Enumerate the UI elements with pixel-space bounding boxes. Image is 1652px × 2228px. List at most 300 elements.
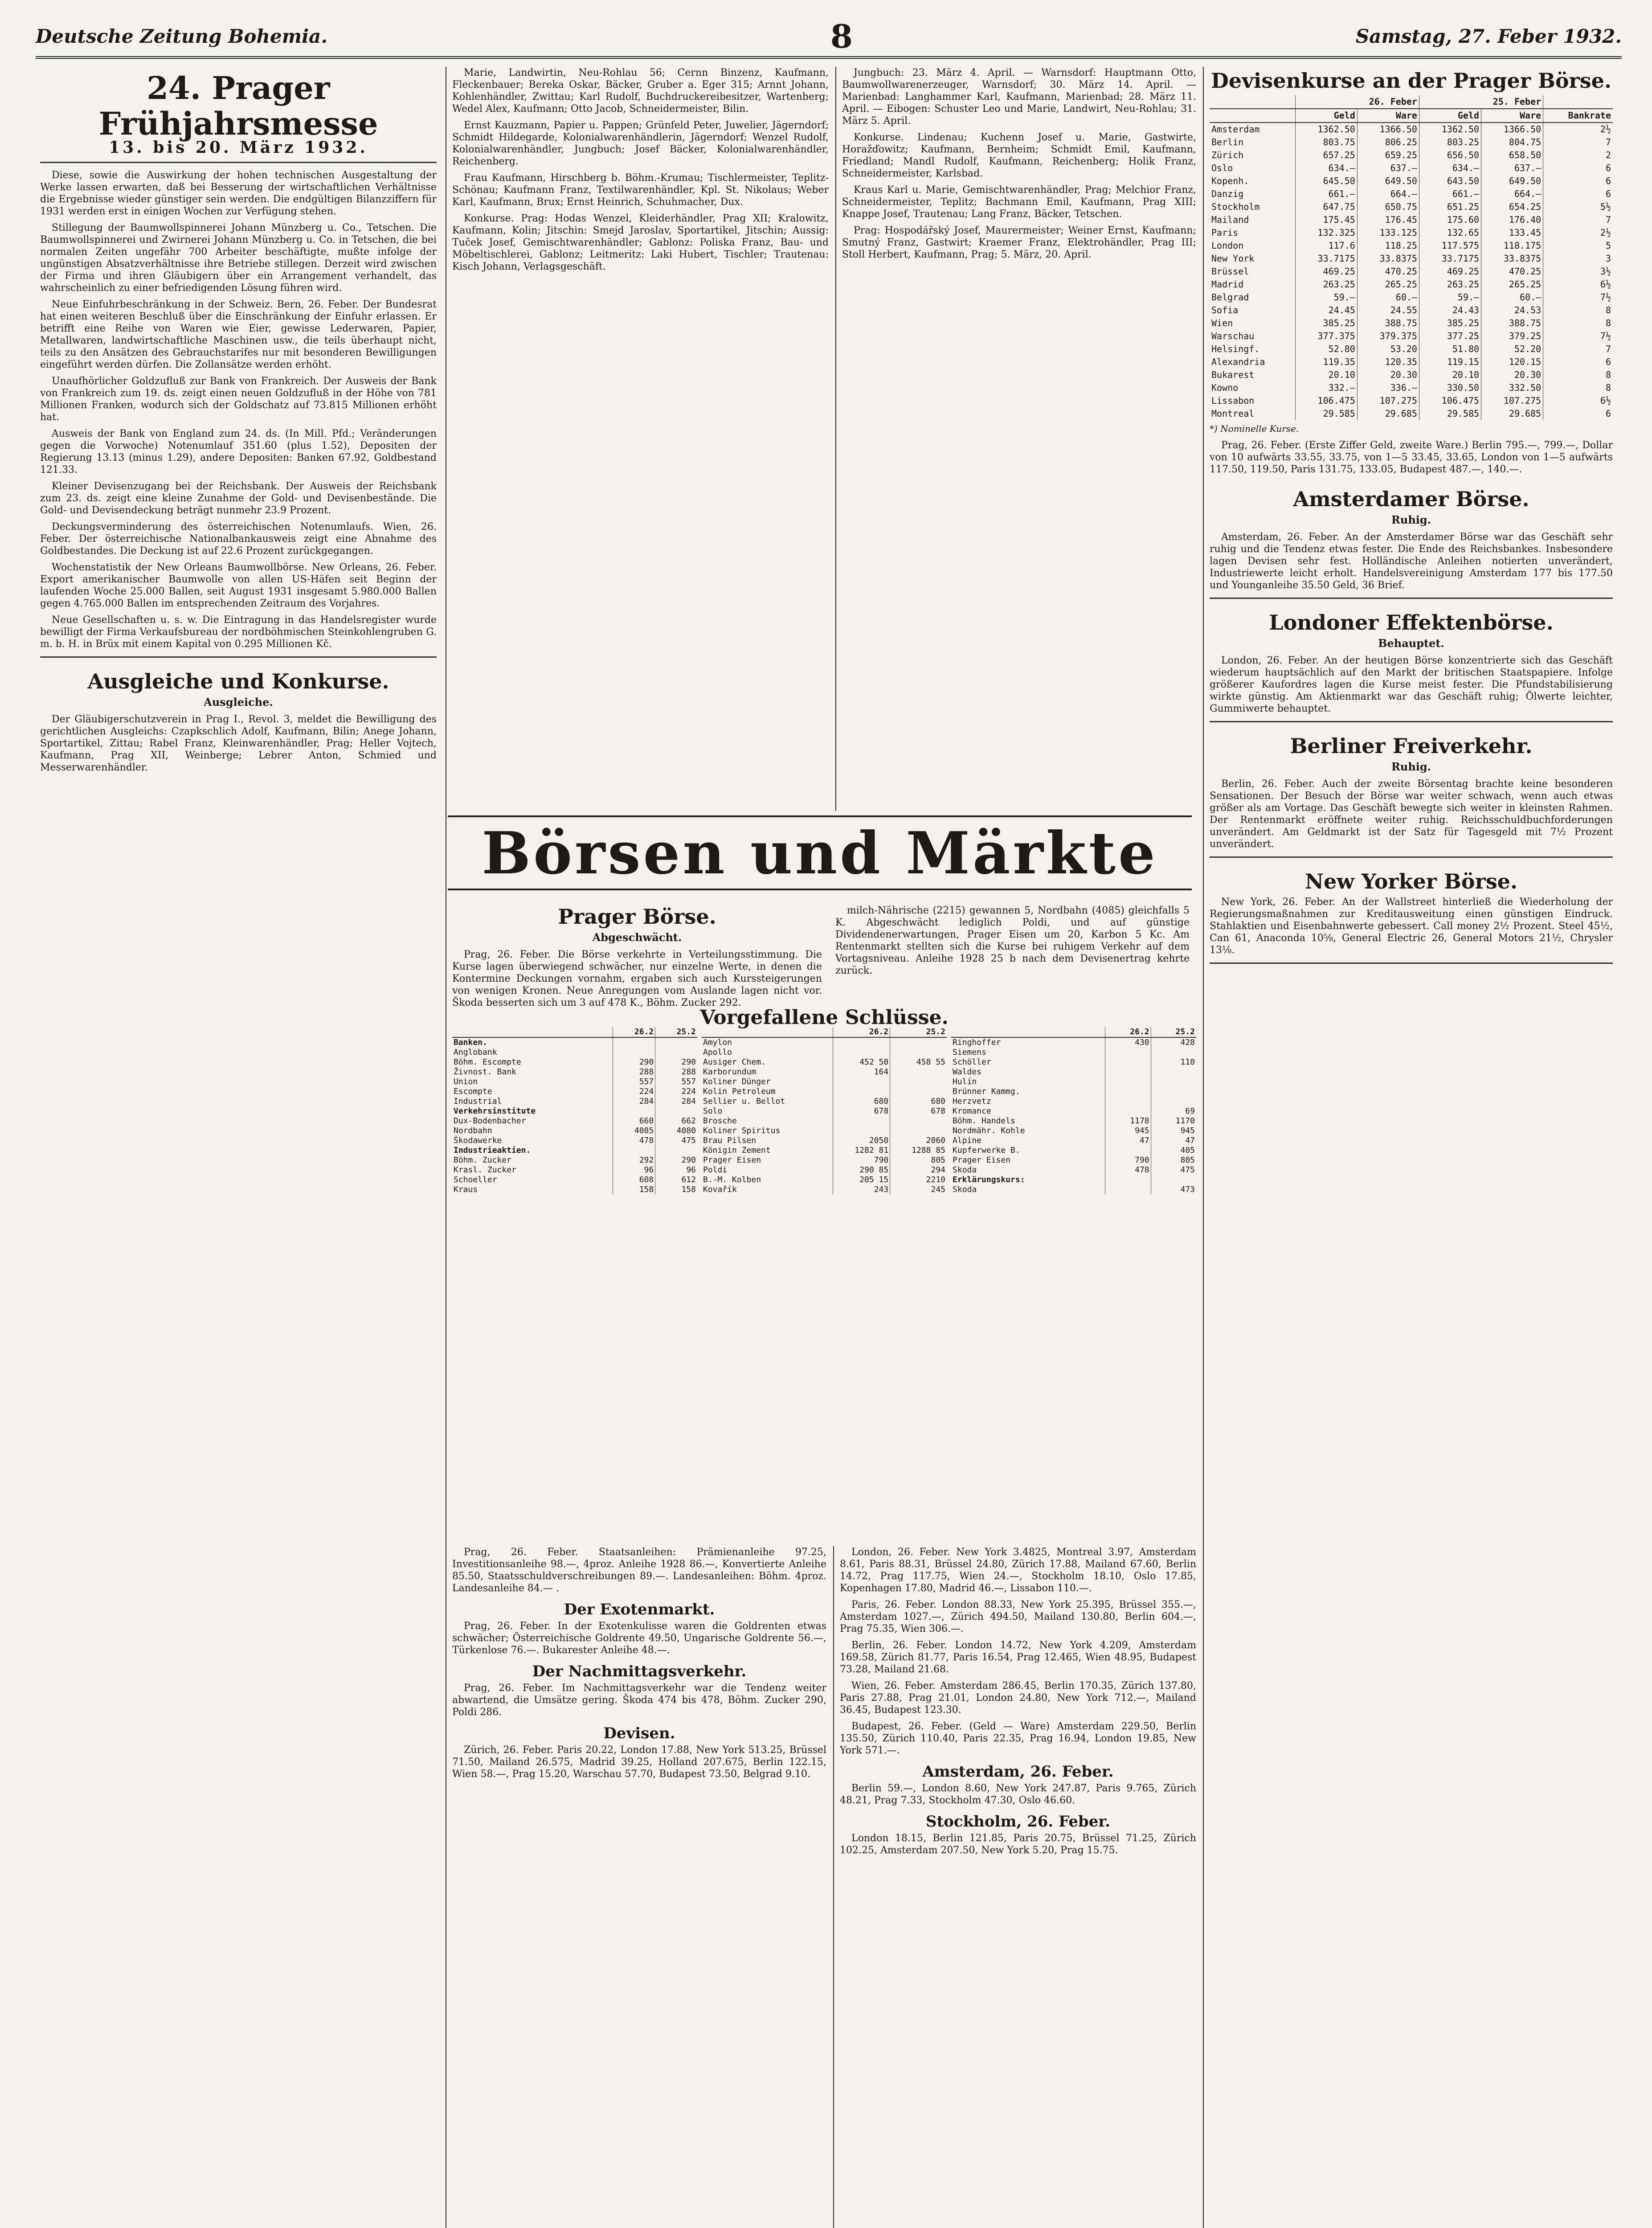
price-cell: 158 [613, 1185, 655, 1195]
table-row [452, 1087, 697, 1097]
rate-cell: 6½ [1543, 394, 1613, 407]
column-header [1543, 95, 1613, 109]
security-name-cell: Nordbahn [454, 1126, 492, 1135]
price-cell [1105, 1146, 1151, 1155]
table-row [951, 1165, 1196, 1175]
rate-cell: 29.585 [1295, 407, 1357, 420]
price-cell: 680 [833, 1097, 890, 1106]
rate-cell: 33.7175 [1295, 252, 1357, 265]
table-row [1210, 162, 1613, 175]
article-paragraph: Berlin 59.—, London 8.60, New York 247.87, Paris 9.765, Zürich 48.21, Prag 7.33, Stockholm 47.30, Oslo 46.60. [840, 1783, 1196, 1806]
column-header: 25. Feber [1419, 95, 1543, 109]
rate-cell: 59.— [1419, 291, 1481, 304]
rate-cell: 645.50 [1295, 175, 1357, 188]
column-2 [452, 67, 829, 807]
rate-cell: 5½ [1543, 201, 1613, 213]
section-title: Devisen. [603, 1724, 675, 1742]
security-name-cell: Prager Eisen [953, 1155, 1011, 1165]
article-paragraph: Prag: Hospodářský Josef, Maurermeister; Weiner Ernst, Kaufmann; Smutný Franz, Gastwirt; Kraemer Franz, Elektrohändler, Prag III; Stoll Herbert, Kaufmann, Prag; 5. März, 20. April. [842, 225, 1196, 260]
rate-cell: 664.— [1357, 188, 1419, 201]
section-subtitle: Abgeschwächt. [592, 931, 682, 944]
table-row [1210, 343, 1613, 356]
rate-cell: 60.— [1481, 291, 1543, 304]
price-cell: 1282 81 [833, 1146, 890, 1155]
price-cell [613, 1037, 655, 1048]
price-cell [655, 1048, 697, 1057]
currency-cell: Warschau [1211, 331, 1255, 341]
price-cell: 2060 [890, 1136, 947, 1146]
rate-cell: 175.45 [1295, 213, 1357, 226]
column-header [1210, 95, 1295, 109]
rate-cell: 8 [1543, 317, 1613, 330]
table-row [702, 1136, 947, 1146]
rate-cell: 1366.50 [1357, 123, 1419, 136]
closing-prices-tables [452, 1027, 1196, 1195]
price-cell: 428 [1151, 1037, 1196, 1048]
rate-cell: 107.275 [1481, 394, 1543, 407]
security-name-cell: Karborundum [703, 1067, 756, 1077]
section-title: Amsterdamer Börse. [1293, 487, 1529, 511]
table-row [452, 1077, 697, 1087]
article-paragraph: Stillegung der Baumwollspinnerei Johann Münzberg u. Co., Tetschen. Die Baumwollspinnerei und Zwirnerei Johann Münzberg u. Co. in Tetschen, die bei normalen Zeiten ungefähr 700 Arbeiter beschäftigte, mußte infolge der ungünstigen Absatzverhältnisse ihre Betriebe stillegen. Derzeit wird zwischen der Firma und ihren Gläubigern über ein Arrangement verhandelt, das wahrscheinlich zu einer befriedigenden Lösung führen wird. [40, 222, 437, 294]
price-cell: 557 [613, 1077, 655, 1087]
price-cell [1151, 1097, 1196, 1106]
price-cell [1105, 1185, 1151, 1195]
security-name-cell: Schöller [953, 1057, 991, 1067]
rate-cell: 336.— [1357, 381, 1419, 394]
rate-cell: 133.45 [1481, 226, 1543, 239]
security-name-cell: Skoda [953, 1185, 977, 1194]
table-row [702, 1037, 947, 1048]
rate-cell: 133.125 [1357, 226, 1419, 239]
article-paragraph: Wochenstatistik der New Orleans Baumwollbörse. New Orleans, 26. Feber. Export amerikanischer Baumwolle von allen US-Häfen seit Beginn der laufenden Woche 25.000 Ballen, seit August 1931 insgesamt 5.980.000 Ballen gegen 4.765.000 Ballen im entsprechenden Zeitraum des Vorjahres. [40, 562, 437, 609]
rate-cell: 6 [1543, 162, 1613, 175]
divider [40, 656, 437, 658]
price-cell [1105, 1106, 1151, 1116]
table-row [951, 1077, 1196, 1087]
section-title: Der Nachmittagsverkehr. [532, 1663, 747, 1680]
price-cell: 288 [655, 1067, 697, 1077]
rate-cell: 651.25 [1419, 201, 1481, 213]
currency-cell: Berlin [1211, 137, 1244, 147]
rate-cell: 659.25 [1357, 149, 1419, 162]
price-cell: 678 [890, 1106, 947, 1116]
currency-cell: Kopenh. [1211, 176, 1249, 186]
price-cell: 69 [1151, 1106, 1196, 1116]
rate-cell: 377.375 [1295, 330, 1357, 343]
rate-cell: 24.45 [1295, 304, 1357, 317]
security-name-cell: Brünner Kammg. [953, 1087, 1020, 1096]
table-row [702, 1155, 947, 1165]
rate-cell: 332.— [1295, 381, 1357, 394]
currency-cell: Wien [1211, 318, 1233, 328]
column-header: 25.2 [1151, 1027, 1196, 1037]
divider [1210, 856, 1613, 858]
price-cell: 110 [1151, 1057, 1196, 1067]
table-row [1210, 330, 1613, 343]
price-cell: 245 [890, 1185, 947, 1195]
price-cell [1105, 1097, 1151, 1106]
section-title: Der Exotenmarkt. [564, 1601, 715, 1618]
column-1 [40, 67, 437, 2228]
price-cell [1151, 1077, 1196, 1087]
security-name-cell: Verkehrsinstitute [454, 1106, 536, 1116]
rate-cell: 6 [1543, 407, 1613, 420]
rate-cell: 7½ [1543, 330, 1613, 343]
price-cell: 662 [655, 1116, 697, 1126]
rate-cell: 377.25 [1419, 330, 1481, 343]
column-rule [833, 1546, 834, 2228]
security-name-cell: Siemens [953, 1048, 986, 1057]
rate-cell: 2 [1543, 149, 1613, 162]
section-subtitle: Ruhig. [1391, 760, 1431, 773]
section-subtitle: Ausgleiche. [204, 696, 273, 709]
rate-cell: 33.7175 [1419, 252, 1481, 265]
article-paragraph: Ernst Kauzmann, Papier u. Pappen; Grünfeld Peter, Juwelier, Jägerndorf; Schmidt Hildegarde, Kolonialwarenhändlerin, Jägerndorf; Wenzel Rudolf, Kolonialwarenhändler, Jungbuch; Josef Bäcker, Kolonialwarenhändler, Reichenberg. [452, 120, 829, 167]
section-banner: Börsen und Märkte [448, 815, 1192, 890]
section-subtitle: Behauptet. [1378, 637, 1444, 650]
article-paragraph: Kraus Karl u. Marie, Gemischtwarenhändler, Prag; Melchior Franz, Schneidermeister, Teplitz; Bachmann Emil, Kaufmann, Prag XIII; Knappe Josef, Trautenau; Lang Franz, Bäcker, Tetschen. [842, 184, 1196, 220]
rate-cell: 649.50 [1481, 175, 1543, 188]
price-cell [833, 1087, 890, 1097]
price-cell: 430 [1105, 1037, 1151, 1048]
divider [40, 162, 437, 163]
price-cell [833, 1037, 890, 1048]
article-paragraph: Jungbuch: 23. März 4. April. — Warnsdorf: Hauptmann Otto, Baumwollwarenerzeuger, Warnsdorf; 30. März 14. April. — Marienbad: Langhammer Karl, Kaufmann, Marienbad; 28. März 11. April. — Eibogen: Schuster Leo und Marie, Landwirt, Neu-Rohlau; 31. März 5. April. [842, 67, 1196, 127]
table-row [452, 1067, 697, 1077]
price-cell: 478 [613, 1136, 655, 1146]
table-header-row [452, 1027, 697, 1037]
table-row [702, 1097, 947, 1106]
table-row [1210, 226, 1613, 239]
article-paragraph: Unaufhörlicher Goldzufluß zur Bank von Frankreich. Der Ausweis der Bank von Frankreich zum 19. ds. zeigt einen neuen Goldzufluß in der Höhe von 781 Millionen Franken, wodurch sich der Goldschatz auf 73.815 Millionen erhöht hat. [40, 376, 437, 423]
rate-cell: 634.— [1295, 162, 1357, 175]
rate-cell: 29.685 [1357, 407, 1419, 420]
security-name-cell: Živnost. Bank [454, 1067, 516, 1077]
rate-cell: 20.10 [1295, 369, 1357, 381]
security-name-cell: Koliner Dünger [703, 1077, 771, 1086]
rate-cell: 24.55 [1357, 304, 1419, 317]
table-row [702, 1087, 947, 1097]
price-cell: 680 [890, 1097, 947, 1106]
article-paragraph: Prag, 26. Feber. In der Exotenkulisse waren die Goldrenten etwas schwächer; Österreichische Goldrente 49.50, Ungarische Goldrente 56.—, Türkenlose 76.—. Bukarester Anleihe 48.—. [452, 1621, 826, 1656]
table-row [951, 1097, 1196, 1106]
rate-cell: 52.80 [1295, 343, 1357, 356]
column-header [951, 1027, 1105, 1037]
table-row [452, 1165, 697, 1175]
price-cell [655, 1146, 697, 1155]
article-paragraph: Konkurse. Lindenau; Kuchenn Josef u. Marie, Gastwirte, Horažďowitz; Kaufmann, Bernheim; Schmidt Emil, Kaufmann, Friedland; Mandl Rudolf, Kaufmann, Reichenberg; Holik Franz, Schneidermeister, Karlsbad. [842, 132, 1196, 179]
rate-cell: 53.20 [1357, 343, 1419, 356]
issue-date: Samstag, 27. Feber 1932. [1355, 25, 1622, 47]
security-name-cell: B.-M. Kolben [703, 1175, 761, 1184]
price-cell [655, 1106, 697, 1116]
price-cell: 294 [890, 1165, 947, 1175]
rate-cell: 106.475 [1295, 394, 1357, 407]
article-paragraph: milch-Nährische (2215) gewannen 5, Nordbahn (4085) gleichfalls 5 K. Abgeschwächt lediglich Poldi, und auf günstige Dividendenerwartungen, Prager Eisen um 20, Karbon 5 Kc. Am Rentenmarkt stellten sich die Kurse bei ruhigem Verkehr auf dem Vortagsniveau. Anleihe 1928 25 b nach dem Devisenertrag kehrte zurück. [835, 905, 1190, 976]
rate-cell: 6 [1543, 356, 1613, 369]
rate-cell: 265.25 [1481, 278, 1543, 291]
price-cell: 1288 85 [890, 1146, 947, 1155]
article-paragraph: Amsterdam, 26. Feber. An der Amsterdamer Börse war das Geschäft sehr ruhig und die Tendenz etwas fester. Die Ende des Reichsbankes. Insbesondere lagen Devisen sehr fest. Holländische Anleihen notierten unverändert, Industriewerte leicht erholt. Handelsvereinigung Amsterdam 177 bis 177.50 und Younganleihe 35.50 Geld, 36 Brief. [1210, 532, 1613, 591]
rate-cell: 470.25 [1481, 265, 1543, 278]
security-name-cell: Brau Pilsen [703, 1136, 756, 1145]
rate-cell: 52.20 [1481, 343, 1543, 356]
currency-cell: New York [1211, 253, 1255, 264]
price-cell [655, 1037, 697, 1048]
currency-cell: Bukarest [1211, 369, 1255, 380]
table-row [452, 1146, 697, 1155]
rate-cell: 804.75 [1481, 136, 1543, 149]
security-name-cell: Ausiger Chem. [703, 1057, 766, 1067]
table-row [452, 1185, 697, 1195]
article-paragraph: Prag, 26. Feber. Die Börse verkehrte in Verteilungsstimmung. Die Kurse lagen überwiegend schwächer, nur einzelne Werte, in denen die Kontermine Deckungen vornahm, ergaben sich auch Kurssteigerungen von wenigen Kronen. Neue Anregungen vom Auslande lagen nicht vor. Škoda besserten sich um 3 auf 478 K., Böhm. Zucker 292. [452, 949, 822, 1008]
article-paragraph: Kleiner Devisenzugang bei der Reichsbank. Der Ausweis der Reichsbank zum 23. ds. zeigt eine kleine Zunahme der Gold- und Devisenbestände. Die Gold- und Devisendeckung beträgt nunmehr 23.9 Prozent. [40, 481, 437, 516]
currency-cell: Danzig [1211, 188, 1244, 199]
section-title: Ausgleiche und Konkurse. [87, 669, 389, 693]
exchange-rates-table [1210, 95, 1613, 420]
article-paragraph: Neue Gesellschaften u. s. w. Die Eintragung in das Handelsregister wurde bewilligt der Firma Verkaufsbureau der nordböhmischen Steinkohlengruben G. m. b. H. in Brüx mit einem Kapital von 0.295 Millionen Kč. [40, 614, 437, 650]
column-header: 25.2 [890, 1027, 947, 1037]
rate-cell: 265.25 [1357, 278, 1419, 291]
table-row [1210, 175, 1613, 188]
price-cell [833, 1126, 890, 1136]
currency-cell: Helsingf. [1211, 344, 1260, 354]
price-cell [1151, 1067, 1196, 1077]
price-cell [1105, 1087, 1151, 1097]
security-name-cell: Skoda [953, 1165, 977, 1175]
currency-cell: London [1211, 240, 1244, 251]
price-cell: 1178 [1105, 1116, 1151, 1126]
table-row [1210, 381, 1613, 394]
table-row [452, 1155, 697, 1165]
column-2-lower [452, 1546, 826, 2228]
rate-cell: 7 [1543, 343, 1613, 356]
rate-cell: 803.75 [1295, 136, 1357, 149]
price-cell: 158 [655, 1185, 697, 1195]
security-name-cell: Poldi [703, 1165, 728, 1175]
rate-cell: 661.— [1295, 188, 1357, 201]
table-row [452, 1126, 697, 1136]
price-cell: 47 [1105, 1136, 1151, 1146]
table-row [951, 1057, 1196, 1067]
table-row [452, 1057, 697, 1067]
currency-cell: Montreal [1211, 408, 1255, 419]
security-name-cell: Industrial [454, 1097, 502, 1106]
table-footnote: *) Nominelle Kurse. [1210, 423, 1299, 434]
column-header [452, 1027, 613, 1037]
section-subtitle: Ruhig. [1391, 513, 1431, 526]
article-paragraph: Berlin, 26. Feber. London 14.72, New York 4.209, Amsterdam 169.58, Zürich 81.77, Paris 16.54, Prag 12.465, Wien 48.95, Budapest 73.28, Mailand 21.68. [840, 1640, 1196, 1675]
table-row [1210, 252, 1613, 265]
price-cell: 945 [1105, 1126, 1151, 1136]
security-name-cell: Böhm. Escompte [454, 1057, 521, 1067]
table-row [452, 1037, 697, 1048]
price-cell: 557 [655, 1077, 697, 1087]
table-header-row [1210, 109, 1613, 123]
table-row [702, 1077, 947, 1087]
table-row [951, 1175, 1196, 1185]
price-cell: 475 [1151, 1165, 1196, 1175]
security-name-cell: Apollo [703, 1048, 732, 1057]
rate-cell: 107.275 [1357, 394, 1419, 407]
section-title: Stockholm, 26. Feber. [925, 1813, 1111, 1831]
table-row [1210, 213, 1613, 226]
security-name-cell: Dux-Bodenbacher [454, 1116, 526, 1126]
price-cell: 96 [655, 1165, 697, 1175]
article-paragraph: Diese, sowie die Auswirkung der hohen technischen Ausgestaltung der Werke lassen erwarten, daß bei Besserung der wirtschaftlichen Verhältnisse die Ergebnisse wieder günstiger sein werden. Die endgültigen Bilanzziffern für 1931 werden erst in einigen Wochen zur Verfügung stehen. [40, 170, 437, 217]
security-name-cell: Solo [703, 1106, 723, 1116]
article-paragraph: London, 26. Feber. An der heutigen Börse konzentrierte sich das Geschäft wiederum hauptsächlich auf den Markt der britischen Staatspapiere. Infolge größerer Kaufordres lagen die Kurse meist fester. Die Pfundstabilisierung wirkte günstig. Am Aktienmarkt war das Geschäft ruhig; Ölwerte leichter, Gummiwerte behauptet. [1210, 655, 1613, 714]
security-name-cell: Kolin Petroleum [703, 1087, 776, 1096]
rate-cell: 51.80 [1419, 343, 1481, 356]
article-paragraph: Der Gläubigerschutzverein in Prag I., Revol. 3, meldet die Bewilligung des gerichtlichen Ausgleichs: Czapkschlich Adolf, Kaufmann, Bilin; Anege Johann, Sportartikel, Zittau; Rabel Franz, Kleinwarenhändler, Prag; Heller Vojtech, Kaufmann, Prag XII, Weinberge; Lebrer Anton, Schmied und Messerwarenhändler. [40, 714, 437, 773]
article-paragraph: Prag, 26. Feber. Staatsanleihen: Prämienanleihe 97.25, Investitionsanleihe 98.—, 4proz. Anleihe 1928 86.—, Konvertierte Anleihe 85.50, Staatsschuldverschreibungen 89.—. Landesanleihen: Böhm. 4proz. Landesanleihe 84.— . [452, 1547, 826, 1594]
table-row [702, 1067, 947, 1077]
table-row [951, 1106, 1196, 1116]
price-cell: 4085 [613, 1126, 655, 1136]
price-cell [890, 1116, 947, 1126]
rate-cell: 388.75 [1357, 317, 1419, 330]
rate-cell: 29.585 [1419, 407, 1481, 420]
article-paragraph: Ausweis der Bank von England zum 24. ds. (In Mill. Pfd.; Veränderungen gegen die Vorwoche) Notenumlauf 351.60 (plus 1.52), Depositen der Regierung 13.13 (minus 1.29), andere Depositen: Banken 67.92, Goldbestand 121.33. [40, 428, 437, 475]
rate-cell: 24.53 [1481, 304, 1543, 317]
rate-cell: 332.50 [1481, 381, 1543, 394]
currency-cell: Alexandria [1211, 356, 1265, 367]
fair-dates: 13. bis 20. März 1932. [109, 138, 368, 157]
divider [1210, 721, 1613, 722]
security-name-cell: Ringhoffer [953, 1038, 1001, 1047]
price-cell: 290 [613, 1057, 655, 1067]
security-name-cell: Sellier u. Bellot [703, 1097, 785, 1106]
price-cell [613, 1048, 655, 1057]
price-cell: 452 50 [833, 1057, 890, 1067]
price-cell [833, 1048, 890, 1057]
security-name-cell: Industrieaktien. [454, 1146, 531, 1155]
rate-cell: 664.— [1481, 188, 1543, 201]
price-cell: 292 [613, 1155, 655, 1165]
price-cell: 224 [613, 1087, 655, 1097]
table-row [1210, 304, 1613, 317]
price-cell: 2050 [833, 1136, 890, 1146]
table-row [951, 1087, 1196, 1097]
rate-cell: 330.50 [1419, 381, 1481, 394]
currency-cell: Madrid [1211, 279, 1244, 290]
divider [1210, 962, 1613, 964]
rate-cell: 176.40 [1481, 213, 1543, 226]
rate-cell: 634.— [1419, 162, 1481, 175]
price-cell [890, 1067, 947, 1077]
security-name-cell: Escompte [454, 1087, 492, 1096]
currency-cell: Kowno [1211, 382, 1239, 393]
security-name-cell: Brosche [703, 1116, 737, 1126]
table-row [702, 1106, 947, 1116]
closing-prices-table [951, 1027, 1196, 1195]
price-cell: 790 [1105, 1155, 1151, 1165]
rate-cell: 106.475 [1419, 394, 1481, 407]
table-row [951, 1048, 1196, 1057]
closing-prices-table [702, 1027, 947, 1195]
security-name-cell: Anglobank [454, 1048, 497, 1057]
price-cell: 612 [655, 1175, 697, 1185]
page-header [36, 16, 1622, 59]
closing-prices-table [452, 1027, 697, 1195]
article-paragraph: Berlin, 26. Feber. Auch der zweite Börsentag brachte keine besonderen Sensationen. Der Besuch der Börse war weiter schwach, wenn auch etwas größer als am Vortage. Das Geschäft bewegte sich weiter in kleinsten Rahmen. Der Rentenmarkt eröffnete weiter ruhig. Reichsschuldbuchforderungen unverändert. Am Geldmarkt ist der Satz für Tagesgeld mit 7½ Prozent unverändert. [1210, 778, 1613, 850]
rate-cell: 385.25 [1295, 317, 1357, 330]
table-row [1210, 317, 1613, 330]
column-header: 26.2 [613, 1027, 655, 1037]
article-paragraph: Zürich, 26. Feber. Paris 20.22, London 17.88, New York 513.25, Brüssel 71.50, Mailand 26.575, Madrid 39.25, Holland 207.675, Berlin 122.15, Wien 58.—, Prag 15.20, Warschau 57.70, Budapest 73.50, Belgrad 9.10. [452, 1745, 826, 1780]
security-name-cell: Nordmähr. Kohle [953, 1126, 1025, 1135]
rate-cell: 2½ [1543, 123, 1613, 136]
table-row [951, 1116, 1196, 1126]
price-cell [890, 1048, 947, 1057]
rate-cell: 379.25 [1481, 330, 1543, 343]
price-cell [1151, 1087, 1196, 1097]
price-cell: 164 [833, 1067, 890, 1077]
rate-cell: 263.25 [1419, 278, 1481, 291]
price-cell [1105, 1067, 1151, 1077]
rate-cell: 118.175 [1481, 239, 1543, 252]
price-cell: 2210 [890, 1175, 947, 1185]
rate-cell: 1362.50 [1419, 123, 1481, 136]
price-cell: 405 [1151, 1146, 1196, 1155]
rate-cell: 117.6 [1295, 239, 1357, 252]
price-cell [833, 1077, 890, 1087]
table-row [702, 1048, 947, 1057]
currency-cell: Mailand [1211, 214, 1249, 225]
security-name-cell: Herzvetz [953, 1097, 991, 1106]
rate-cell: 117.575 [1419, 239, 1481, 252]
rate-cell: 176.45 [1357, 213, 1419, 226]
rate-cell: 2½ [1543, 226, 1613, 239]
table-row [1210, 278, 1613, 291]
security-name-cell: Škodawerke [454, 1136, 502, 1145]
price-cell [613, 1106, 655, 1116]
price-cell: 290 [655, 1057, 697, 1067]
section-title: Londoner Effektenbörse. [1269, 610, 1554, 635]
column-header: Geld [1419, 109, 1481, 123]
table-row [452, 1136, 697, 1146]
rate-cell: 20.30 [1357, 369, 1419, 381]
newspaper-name: Deutsche Zeitung Bohemia. [36, 25, 327, 47]
closing-prices-block [452, 1007, 1196, 1537]
rate-cell: 657.25 [1295, 149, 1357, 162]
article-paragraph: Marie, Landwirtin, Neu-Rohlau 56; Cernn Binzenz, Kaufmann, Fleckenbauer; Bereka Oskar, Bäcker, Gruber a. Eger 315; Arnnt Johann, Kohlenhändler, Zwittau; Karl Rudolf, Buchdruckereibesitzer, Wartenberg; Wedel Alex, Kaufmann; Otto Jacob, Schneidermeister, Bilin. [452, 67, 829, 115]
table-row [1210, 407, 1613, 420]
rate-cell: 6½ [1543, 278, 1613, 291]
currency-cell: Oslo [1211, 163, 1233, 173]
rate-cell: 24.43 [1419, 304, 1481, 317]
currency-cell: Lissabon [1211, 395, 1255, 406]
article-paragraph: Prag, 26. Feber. Im Nachmittagsverkehr war die Tendenz weiter abwartend, die Umsätze gering. Škoda 474 bis 478, Böhm. Zucker 290, Poldi 286. [452, 1683, 826, 1718]
article-paragraph: London 18.15, Berlin 121.85, Paris 20.75, Brüssel 71.25, Zürich 102.25, Amsterdam 207.50, New York 5.20, Prag 15.75. [840, 1833, 1196, 1856]
column-rule [835, 67, 836, 811]
table-header-row [951, 1027, 1196, 1037]
article-paragraph: London, 26. Feber. New York 3.4825, Montreal 3.97, Amsterdam 8.61, Paris 88.31, Brüssel 24.80, Zürich 17.88, Mailand 67.60, Berlin 14.72, Prag 117.75, Wien 24.—, Stockholm 18.10, Oslo 17.85, Kopenhagen 17.80, Madrid 46.—, Lissabon 110.—. [840, 1547, 1196, 1594]
table-row [702, 1116, 947, 1126]
article-paragraph: Prag, 26. Feber. (Erste Ziffer Geld, zweite Ware.) Berlin 795.—, 799.—, Dollar von 10 aufwärts 33.55, 33.75, von 1—5 33.45, 33.65, London von 1—5 aufwärts 117.50, 119.50, Paris 131.75, 133.05, Budapest 487.—, 140.—. [1210, 440, 1613, 475]
price-cell [1105, 1048, 1151, 1057]
rate-cell: 661.— [1419, 188, 1481, 201]
price-cell: 1170 [1151, 1116, 1196, 1126]
rate-cell: 806.25 [1357, 136, 1419, 149]
column-3 [842, 67, 1196, 807]
divider [1210, 598, 1613, 599]
table-row [702, 1126, 947, 1136]
price-cell [890, 1077, 947, 1087]
rate-cell: 20.10 [1419, 369, 1481, 381]
